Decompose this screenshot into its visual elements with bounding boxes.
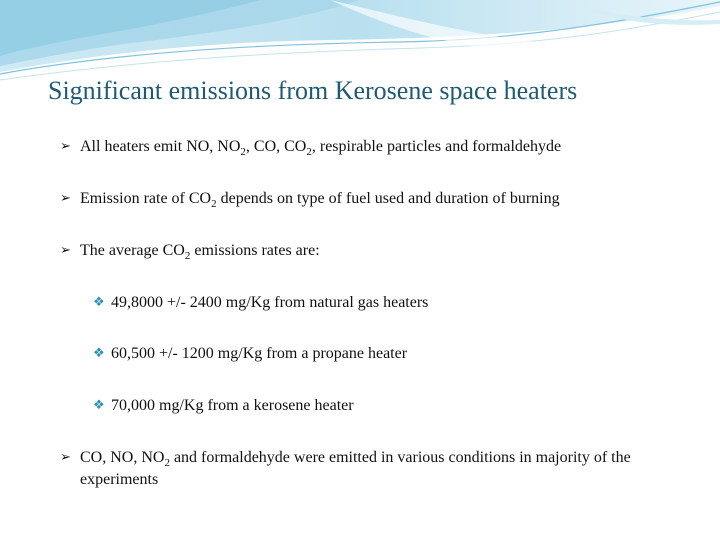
bullet-text-heaters-emit: All heaters emit NO, $NO_2$, CO, $CO_2$, respirable particles and formaldehyde: [80, 138, 562, 158]
sub-bullet-text: 70,000 mg/Kg from a kerosene heater: [111, 397, 354, 414]
bullet-item: [60, 447, 670, 491]
bullet-item: [60, 136, 561, 158]
sub-bullet-text: 49,8000 +/- 2400 mg/Kg from natural gas heaters: [111, 294, 429, 311]
bullet-text-co-no-emitted: CO, NO, $NO_2$ and formaldehyde were emitted in various conditions in majority of the experiments: [80, 449, 631, 488]
sub-bullet-text: 60,500 +/- 1200 mg/Kg from a propane heater: [111, 345, 408, 362]
bullet-item: [60, 240, 320, 262]
bullet-text-emission-rate: Emission rate of $CO_2$ depends on type of fuel used and duration of burning: [80, 190, 560, 210]
diamond-bullet-icon: ❖: [93, 346, 105, 361]
bullet-item: [60, 188, 560, 210]
sub-bullet-item: [93, 395, 354, 417]
arrowhead-bullet-icon: ➢: [60, 243, 71, 258]
sub-bullet-item: [93, 343, 407, 365]
diamond-bullet-icon: ❖: [93, 398, 105, 413]
arrowhead-bullet-icon: ➢: [60, 191, 71, 206]
sub-bullet-item: [93, 292, 428, 314]
slide-title: Significant emissions from Kerosene space heaters: [48, 76, 578, 105]
arrowhead-bullet-icon: ➢: [60, 450, 71, 465]
bullet-text-average-rates: The average $CO_2$ emissions rates are:: [80, 242, 320, 262]
arrowhead-bullet-icon: ➢: [60, 139, 71, 154]
diamond-bullet-icon: ❖: [93, 295, 105, 310]
